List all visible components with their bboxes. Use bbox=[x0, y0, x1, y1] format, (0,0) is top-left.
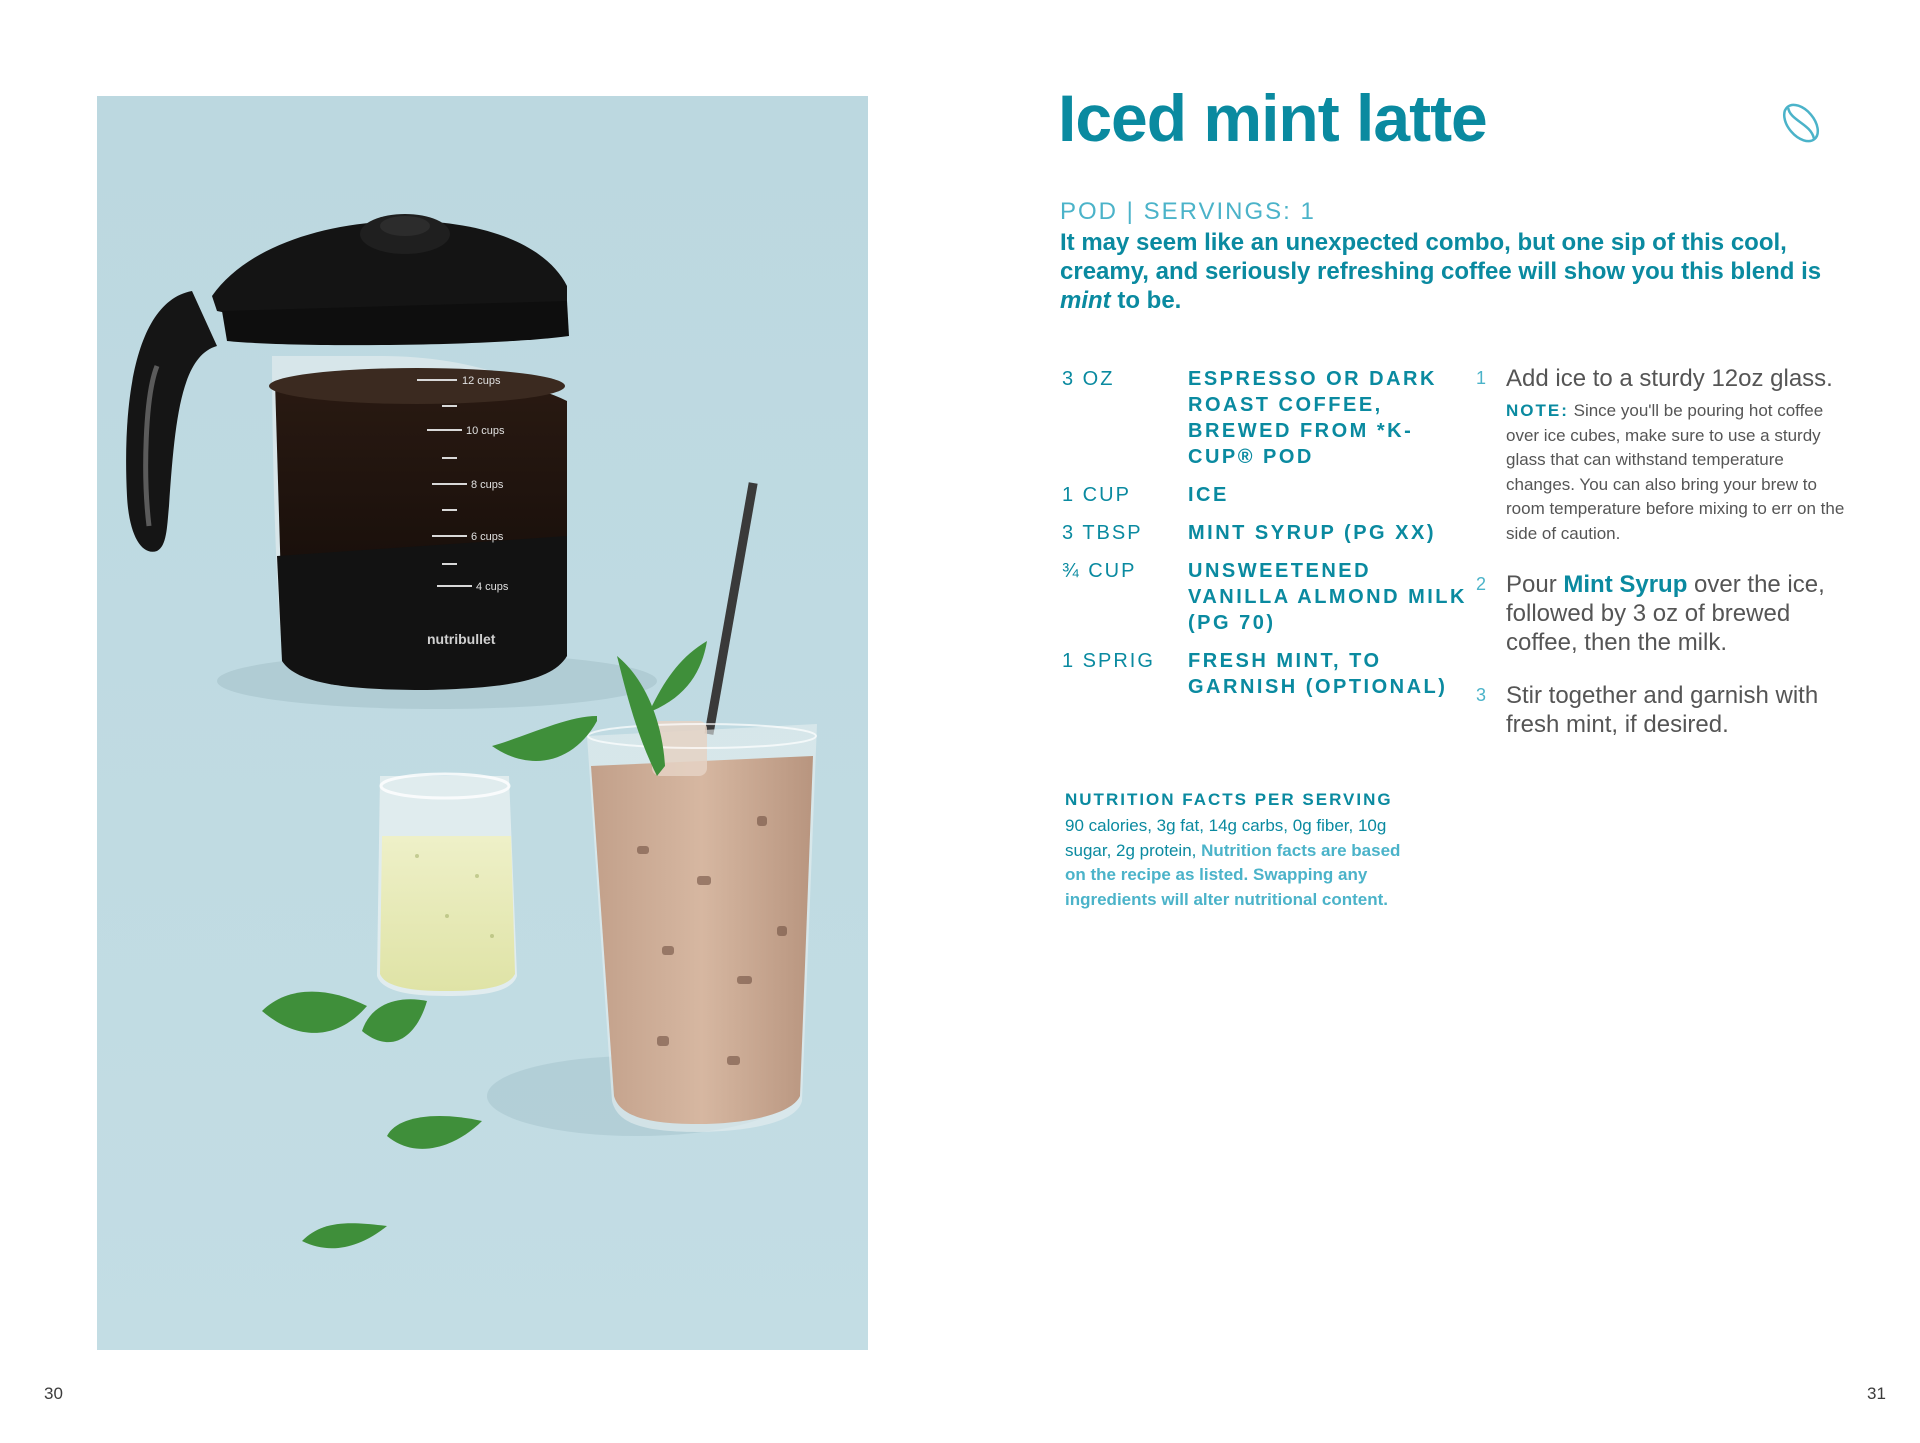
step-note bbox=[1506, 399, 1856, 546]
recipe-title: Iced mint latte bbox=[1058, 81, 1487, 155]
ingredient-name: ICE bbox=[1188, 484, 1229, 506]
intro-italic: mint bbox=[1060, 287, 1111, 314]
ingredient-name: FRESH MINT, TO GARNISH (OPTIONAL) bbox=[1188, 650, 1448, 698]
ingredient-row bbox=[1062, 520, 1482, 546]
ingredient-row bbox=[1062, 558, 1482, 636]
instruction-step bbox=[1476, 570, 1856, 657]
nutrition-note: Nutrition facts are based on the recipe as listed. Swapping any ingredients will alter nutritional content. bbox=[1065, 840, 1401, 909]
syrup-jar bbox=[377, 774, 517, 996]
servings-label: POD | SERVINGS: 1 bbox=[1060, 198, 1316, 225]
carafe-brand: nutribullet bbox=[427, 631, 496, 647]
ingredient-amount: 1 CUP bbox=[1062, 484, 1131, 506]
ingredient-row bbox=[1062, 482, 1482, 508]
page-number-right: 31 bbox=[1867, 1384, 1886, 1403]
carafe-label-10: 10 cups bbox=[466, 425, 505, 437]
ingredient-amount: 3 OZ bbox=[1062, 368, 1115, 390]
ingredient-name: UNSWEETENED VANILLA ALMOND MILK (PG 70) bbox=[1188, 560, 1467, 634]
step-text-after: over the ice, followed by 3 oz of brewed coffee, then the milk. bbox=[1506, 571, 1825, 656]
coffee-bean-icon bbox=[1778, 100, 1824, 146]
step-number: 2 bbox=[1476, 574, 1487, 594]
ingredients-list bbox=[1062, 366, 1482, 712]
page-number-left: 30 bbox=[44, 1384, 63, 1403]
step-text: Add ice to a sturdy 12oz glass. bbox=[1506, 365, 1833, 392]
ingredient-row bbox=[1062, 366, 1482, 470]
step-text: Stir together and garnish with fresh mint, if desired. bbox=[1506, 682, 1819, 738]
mint-syrup-link: Mint Syrup bbox=[1563, 571, 1688, 598]
ingredient-amount: ¾ CUP bbox=[1062, 560, 1137, 582]
instruction-step bbox=[1476, 364, 1856, 546]
nutrition-heading: NUTRITION FACTS PER SERVING bbox=[1065, 790, 1393, 809]
ingredient-row bbox=[1062, 648, 1482, 700]
instructions-list bbox=[1476, 364, 1856, 763]
recipe-intro bbox=[1060, 228, 1830, 315]
nutrition-values: 90 calories, 3g fat, 14g carbs, 0g fiber, 10g sugar, 2g protein, bbox=[1065, 816, 1387, 860]
latte-glass bbox=[587, 721, 817, 1132]
step-number: 3 bbox=[1476, 685, 1487, 705]
step-number: 1 bbox=[1476, 368, 1487, 388]
carafe-label-4: 4 cups bbox=[476, 581, 509, 593]
recipe-photo bbox=[97, 96, 868, 1350]
nutrition-facts bbox=[1065, 790, 1425, 912]
ingredient-name: MINT SYRUP (PG XX) bbox=[1188, 522, 1436, 544]
note-label: NOTE: bbox=[1506, 401, 1569, 420]
note-text: Since you'll be pouring hot coffee over ice cubes, make sure to use a sturdy glass that can withstand temperature changes. You can also bring your brew to room temperature before mixing to err on the side of caution. bbox=[1506, 401, 1845, 543]
carafe-label-12: 12 cups bbox=[462, 375, 501, 387]
ingredient-name: ESPRESSO OR DARK ROAST COFFEE, BREWED FROM *K-CUP® POD bbox=[1188, 368, 1437, 468]
instruction-step bbox=[1476, 681, 1856, 739]
carafe-label-8: 8 cups bbox=[471, 479, 504, 491]
intro-end: to be. bbox=[1110, 287, 1182, 314]
carafe-label-6: 6 cups bbox=[471, 531, 504, 543]
step-text-before: Pour bbox=[1506, 571, 1564, 598]
intro-text: It may seem like an unexpected combo, but one sip of this cool, creamy, and seriously refreshing coffee will show you this blend is bbox=[1060, 229, 1822, 285]
step-text bbox=[1506, 570, 1856, 657]
ingredient-amount: 1 SPRIG bbox=[1062, 650, 1155, 672]
ingredient-amount: 3 TBSP bbox=[1062, 522, 1143, 544]
